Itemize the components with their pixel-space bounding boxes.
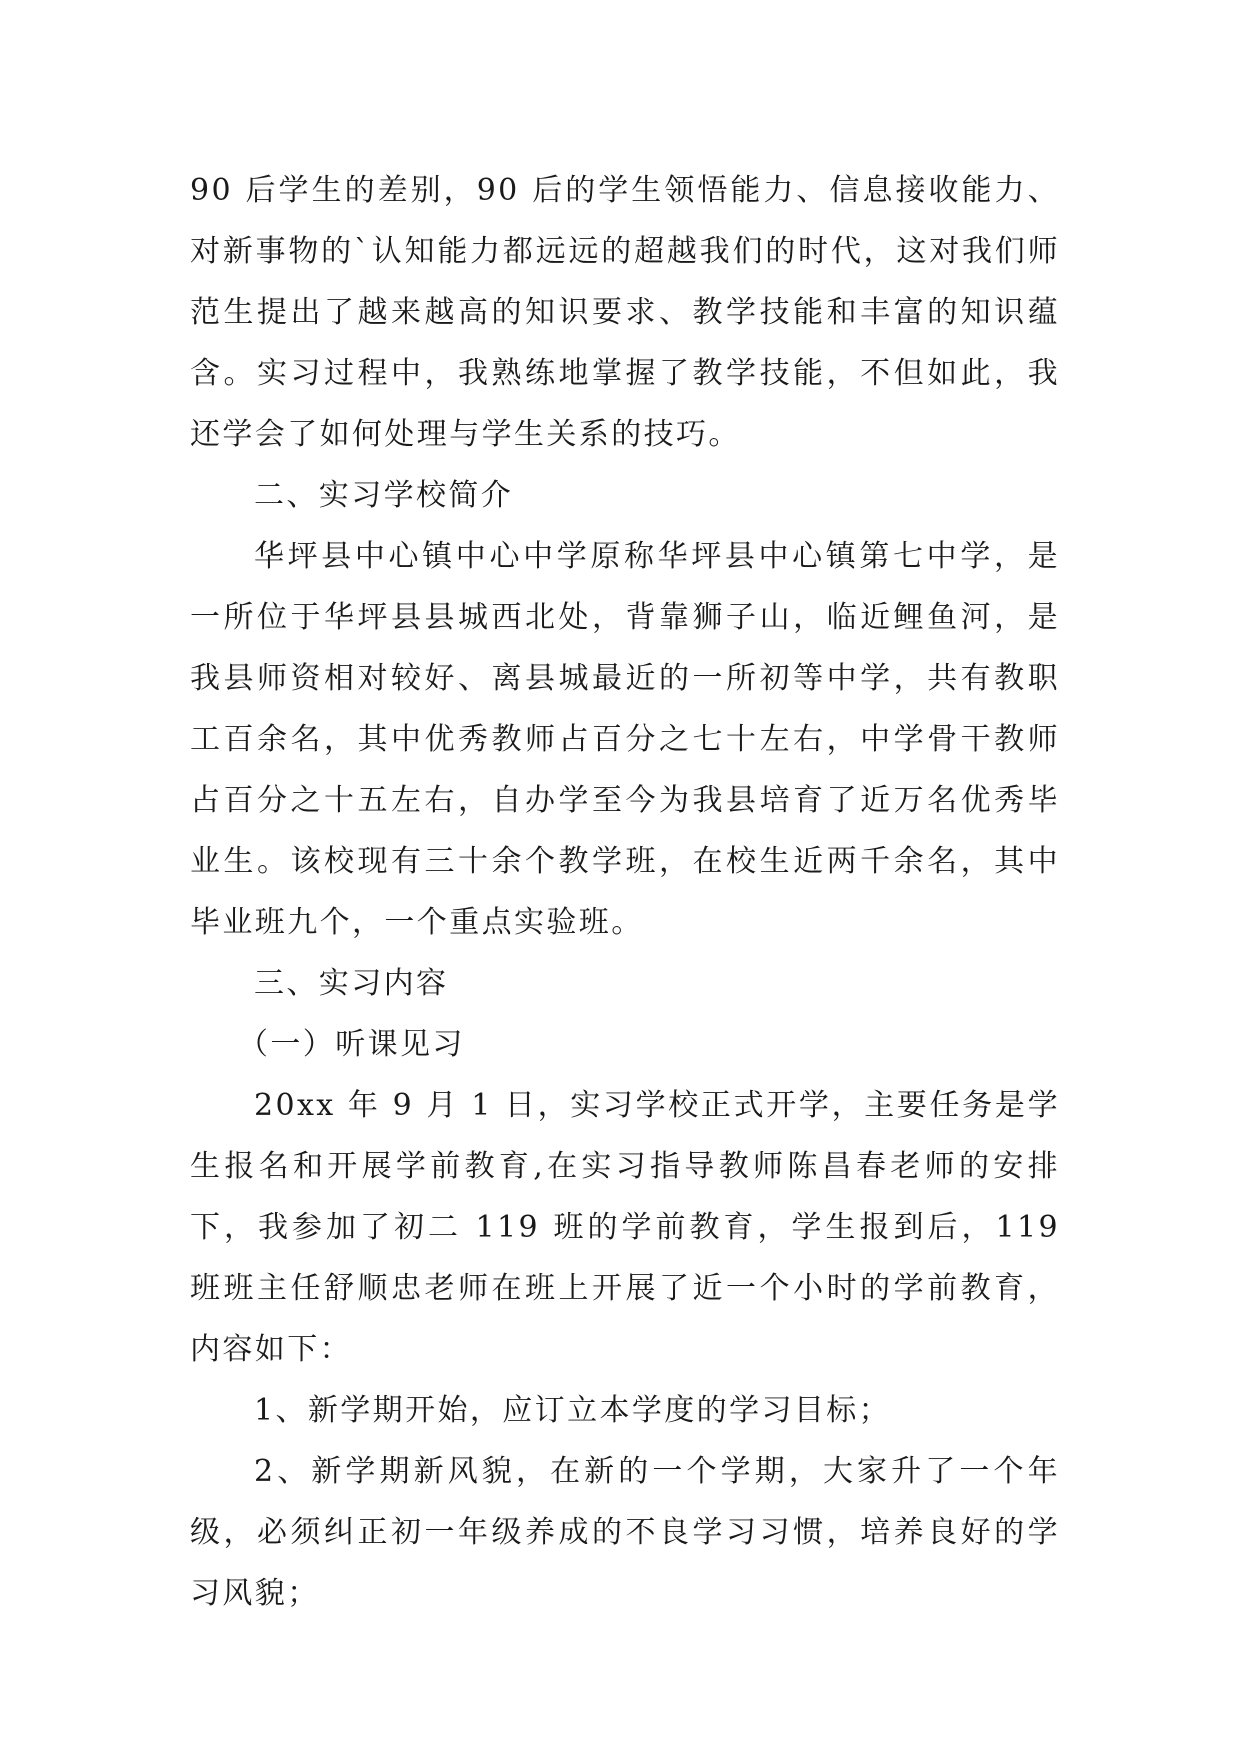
section-heading-school-intro: 二、实习学校简介 xyxy=(254,478,514,513)
paragraph-continued: 90 后学生的差别，90 后的学生领悟能力、信息接收能力、对新事物的`认知能力都远远的超越我们的时代，这对我们师范生提出了越来越高的知识要求、教学技能和丰富的知识蕴含。实习过程中，我熟练地掌握了教学技能，不但如此，我还学会了如何处理与学生关系的技巧。 xyxy=(190,173,1060,452)
document-body xyxy=(190,160,1060,1624)
paragraph-school-opening: 20xx 年 9 月 1 日，实习学校正式开学，主要任务是学生报名和开展学前教育,在实习指导教师陈昌春老师的安排下，我参加了初二 119 班的学前教育，学生报到后，119 班班主任舒顺忠老师在班上开展了近一个小时的学前教育，内容如下： xyxy=(190,1088,1060,1367)
subsection-heading-observation: （一）听课见习 xyxy=(238,1027,465,1062)
list-item-1: 1、新学期开始，应订立本学度的学习目标； xyxy=(254,1393,892,1428)
list-item-2: 2、新学期新风貌，在新的一个学期，大家升了一个年级，必须纠正初一年级养成的不良学习习惯，培养良好的学习风貌； xyxy=(190,1454,1060,1611)
section-heading-internship-content: 三、实习内容 xyxy=(254,966,449,1001)
paragraph-school-intro: 华坪县中心镇中心中学原称华坪县中心镇第七中学，是一所位于华坪县县城西北处，背靠狮子山，临近鲤鱼河，是我县师资相对较好、离县城最近的一所初等中学，共有教职工百余名，其中优秀教师占百分之七十左右，中学骨干教师占百分之十五左右，自办学至今为我县培育了近万名优秀毕业生。该校现有三十余个教学班，在校生近两千余名，其中毕业班九个，一个重点实验班。 xyxy=(190,539,1060,940)
